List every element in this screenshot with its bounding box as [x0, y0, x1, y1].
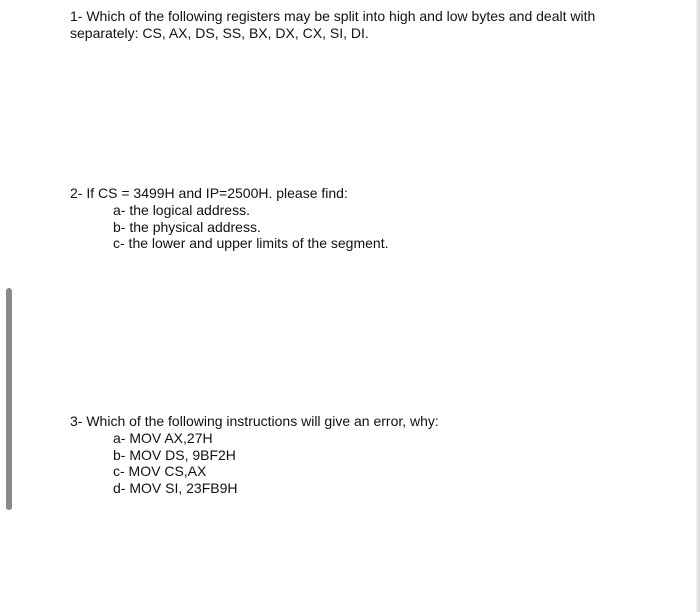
question-3-item-c: c- MOV CS,AX — [113, 463, 207, 479]
question-3-item-b: b- MOV DS, 9BF2H — [113, 446, 236, 463]
vertical-scrollbar[interactable] — [6, 288, 12, 510]
question-2-item-c: c- the lower and upper limits of the segment. — [113, 235, 389, 251]
question-2-item-a: a- the logical address. — [113, 202, 250, 218]
question-3 — [70, 413, 439, 496]
question-2-item-b: b- the physical address. — [113, 218, 261, 235]
question-2 — [70, 185, 388, 252]
page-edge — [696, 0, 700, 612]
question-1-line-2: separately: CS, AX, DS, SS, BX, DX, CX, SI, DI. — [70, 25, 369, 41]
question-3-item-d: d- MOV SI, 23FB9H — [113, 479, 238, 496]
question-1 — [70, 8, 630, 42]
question-3-items — [70, 430, 439, 496]
question-1-line-1: 1- Which of the following registers may be split into high and low bytes and dealt with — [70, 8, 596, 24]
question-2-items — [70, 202, 388, 252]
question-2-stem: 2- If CS = 3499H and IP=2500H. please find: — [70, 185, 348, 201]
question-3-item-a: a- MOV AX,27H — [113, 430, 213, 446]
question-3-stem: 3- Which of the following instructions will give an error, why: — [70, 413, 439, 429]
